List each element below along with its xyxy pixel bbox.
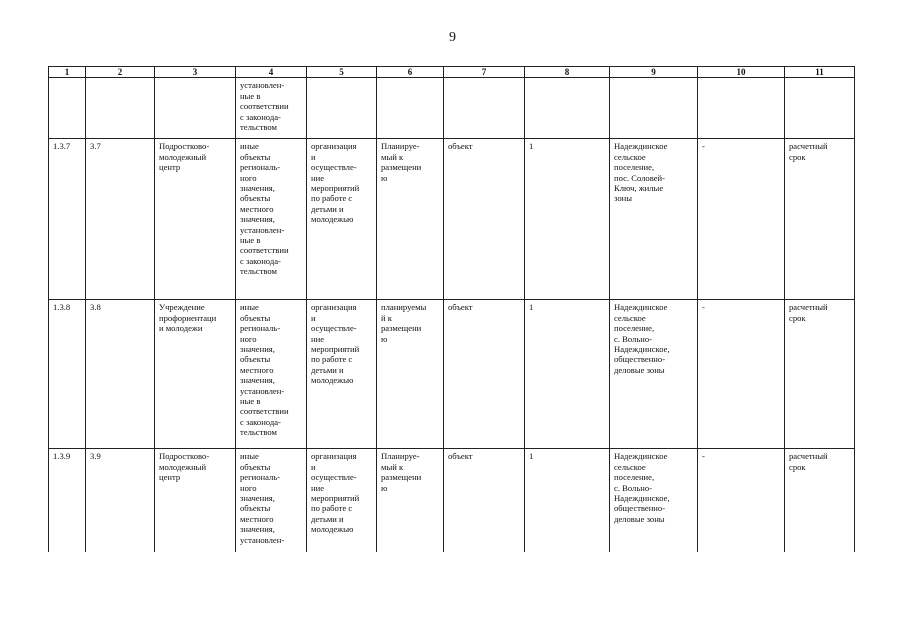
table-cell xyxy=(698,78,785,139)
table-cell xyxy=(86,78,155,139)
table-cell: расчетный срок xyxy=(785,300,855,449)
table-cell: иные объекты региональ- ного значения, объекты местного значения, установлен- xyxy=(236,449,307,553)
table-cell xyxy=(785,78,855,139)
table-row xyxy=(49,449,855,553)
column-header: 9 xyxy=(610,67,698,78)
table-cell xyxy=(49,78,86,139)
table-cell xyxy=(377,78,444,139)
table-cell: планируемы й к размещени ю xyxy=(377,300,444,449)
table-row xyxy=(49,300,855,449)
table-cell: Надеждинское сельское поселение, с. Вольно- Надеждинское, общественно- деловые зоны xyxy=(610,300,698,449)
table-cell: иные объекты региональ- ного значения, объекты местного значения, установлен- ные в соответствии с законода- тельством xyxy=(236,139,307,300)
table-cell: - xyxy=(698,300,785,449)
table-cell: 1.3.7 xyxy=(49,139,86,300)
column-header: 6 xyxy=(377,67,444,78)
table-cell: 1 xyxy=(525,139,610,300)
column-header: 4 xyxy=(236,67,307,78)
table-cell xyxy=(525,78,610,139)
table-cell: объект xyxy=(444,139,525,300)
column-header: 7 xyxy=(444,67,525,78)
table-cell: Планируе- мый к размещени ю xyxy=(377,139,444,300)
table-cell: иные объекты региональ- ного значения, объекты местного значения, установлен- ные в соответствии с законода- тельством xyxy=(236,300,307,449)
table-cell: 1.3.9 xyxy=(49,449,86,553)
table-cell: 3.7 xyxy=(86,139,155,300)
table-cell xyxy=(610,78,698,139)
table-cell xyxy=(307,78,377,139)
table-cell: 1 xyxy=(525,300,610,449)
table-cell: расчетный срок xyxy=(785,139,855,300)
table-cell: Учреждение профориентаци и молодежи xyxy=(155,300,236,449)
page-number: 9 xyxy=(449,30,456,45)
table-cell: установлен- ные в соответствии с законода- тельством xyxy=(236,78,307,139)
table-cell: организация и осуществле- ние мероприятий по работе с детьми и молодежью xyxy=(307,449,377,553)
table-cell: 3.9 xyxy=(86,449,155,553)
table-cell: объект xyxy=(444,300,525,449)
column-header: 8 xyxy=(525,67,610,78)
column-header: 5 xyxy=(307,67,377,78)
column-header: 1 xyxy=(49,67,86,78)
table-cell: объект xyxy=(444,449,525,553)
column-header: 2 xyxy=(86,67,155,78)
column-header: 11 xyxy=(785,67,855,78)
table-cell xyxy=(444,78,525,139)
table-cell: Надеждинское сельское поселение, с. Вольно- Надеждинское, общественно- деловые зоны xyxy=(610,449,698,553)
table-header xyxy=(49,67,855,78)
column-header: 10 xyxy=(698,67,785,78)
table-cell: Подростково- молодежный центр xyxy=(155,449,236,553)
table-cell: 1.3.8 xyxy=(49,300,86,449)
table-cell: 3.8 xyxy=(86,300,155,449)
column-header: 3 xyxy=(155,67,236,78)
table-cell: - xyxy=(698,139,785,300)
table-cell: организация и осуществле- ние мероприятий по работе с детьми и молодежью xyxy=(307,139,377,300)
table-cell: организация и осуществле- ние мероприятий по работе с детьми и молодежью xyxy=(307,300,377,449)
table-row xyxy=(49,78,855,139)
planning-table xyxy=(48,66,855,552)
table-cell: - xyxy=(698,449,785,553)
table-cell: Подростково- молодежный центр xyxy=(155,139,236,300)
table-cell: 1 xyxy=(525,449,610,553)
table-cell xyxy=(155,78,236,139)
table-cell: Надеждинское сельское поселение, пос. Соловей- Ключ, жилые зоны xyxy=(610,139,698,300)
table-cell: расчетный срок xyxy=(785,449,855,553)
table-row xyxy=(49,139,855,300)
table-cell: Планируе- мый к размещени ю xyxy=(377,449,444,553)
